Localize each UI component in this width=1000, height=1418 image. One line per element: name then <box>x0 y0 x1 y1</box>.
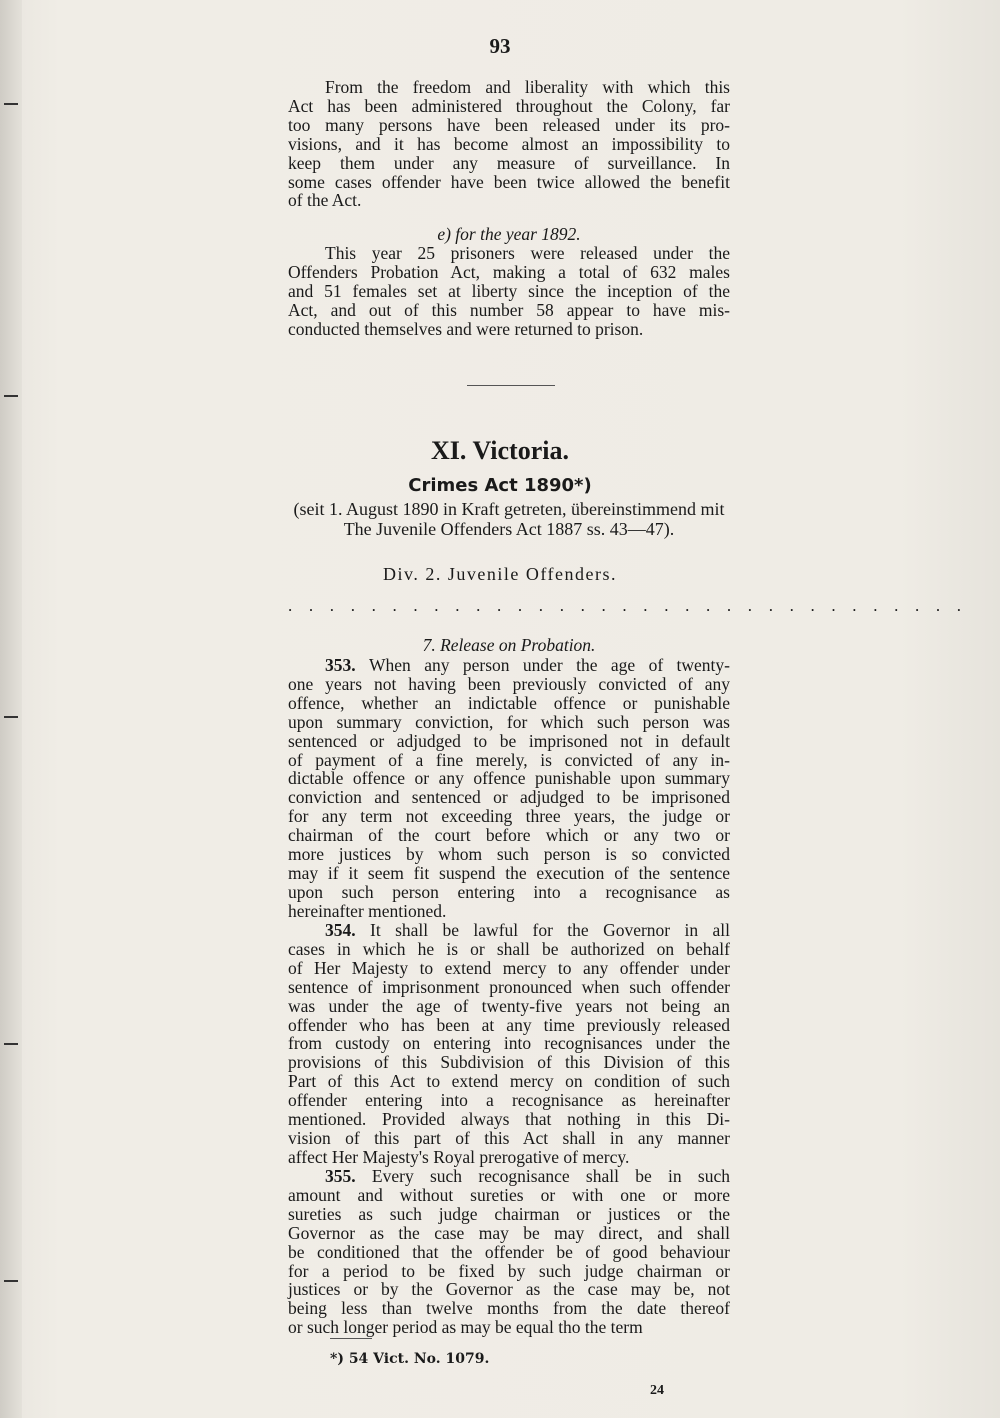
text-line: Governor as the case may be may direct, and shall <box>288 1222 730 1243</box>
binding-mark <box>4 1043 18 1045</box>
text-line: from custody on entering into recognisances under the <box>288 1033 730 1054</box>
division-title: Div. 2. Juvenile Offenders. <box>383 564 617 584</box>
text-line: one years not having been previously convicted of any <box>288 673 730 694</box>
text-line: for a period to be fixed by such judge chairman or <box>288 1260 730 1281</box>
text-line: and 51 females set at liberty since the inception of the <box>288 280 730 301</box>
text-line: of Her Majesty to extend mercy to any offender under <box>288 957 730 978</box>
binding-mark <box>4 716 18 718</box>
section-divider <box>467 385 555 386</box>
text-line: for any term not exceeding three years, the judge or <box>288 806 730 827</box>
text-line: mentioned. Provided always that nothing in this Di- <box>288 1109 730 1130</box>
binding-mark <box>4 103 18 105</box>
text-line: cases in which he is or shall be authorized on behalf <box>288 938 730 959</box>
text-line: This year 25 prisoners were released under the <box>325 243 730 263</box>
text-line: offender entering into a recognisance as hereinafter <box>288 1090 730 1111</box>
text-line: was under the age of twenty-five years not being an <box>288 995 730 1016</box>
text-line: sentence of imprisonment pronounced when such offender <box>288 976 730 997</box>
subsection-title: 7. Release on Probation. <box>422 635 596 655</box>
text-line-content: Every such recognisance shall be in such <box>371 1166 730 1186</box>
text-line: conviction and sentenced or adjudged to be imprisoned <box>288 787 730 808</box>
section-heading: XI. Victoria. <box>431 436 569 465</box>
section-number: 354. <box>325 920 371 940</box>
omission-dots: . . . . . . . . . . . . . . . . . . . . . . . . . . . . . . . . . <box>288 596 968 615</box>
text-line: From the freedom and liberality with which this <box>325 77 730 97</box>
act-note <box>283 499 735 539</box>
text-line: offender who has been at any time previously released <box>288 1014 730 1035</box>
text-line: hereinafter mentioned. <box>288 900 447 921</box>
act-title: Crimes Act 1890*) <box>408 475 592 496</box>
text-line: vision of this part of this Act shall in any manner <box>288 1127 730 1148</box>
text-line: upon summary conviction, for which such person was <box>288 711 730 732</box>
signature-mark: 24 <box>650 1383 664 1398</box>
text-line: visions, and it has become almost an impossibility to <box>288 133 730 154</box>
text-line: Act, and out of this number 58 appear to have mis- <box>288 299 730 320</box>
binding-mark <box>4 1280 18 1282</box>
paragraph-2 <box>288 244 730 339</box>
footnote-rule <box>330 1338 372 1339</box>
text-line: justices or by the Governor as the case may be, not <box>288 1279 730 1300</box>
text-line: be conditioned that the offender be of good behaviour <box>288 1241 730 1262</box>
text-line: upon such person entering into a recognisance as <box>288 881 730 902</box>
text-line: offence, whether an indictable offence or punishable <box>288 692 730 713</box>
section-354 <box>288 921 730 1167</box>
text-line: chairman of the court before which or any two or <box>288 825 730 846</box>
text-line: affect Her Majesty's Royal prerogative of mercy. <box>288 1146 630 1167</box>
act-note-line-2: The Juvenile Offenders Act 1887 ss. 43—47). <box>343 519 675 539</box>
text-line: conducted themselves and were returned to prison. <box>288 318 644 339</box>
section-number: 355. <box>325 1166 372 1186</box>
footnote: *) 54 Vict. No. 1079. <box>330 1351 490 1367</box>
text-line: too many persons have been released under its pro- <box>288 114 730 135</box>
text-line: sentenced or adjudged to be imprisoned not in default <box>288 730 730 751</box>
text-line: or such longer period as may be equal tho the term <box>288 1317 643 1338</box>
text-line: some cases offender have been twice allowed the benefit <box>288 171 730 192</box>
text-line: may if it seem fit suspend the execution of the sentence <box>288 862 730 883</box>
text-line: Offenders Probation Act, making a total of 632 males <box>288 261 730 282</box>
text-line: dictable offence or any offence punishable upon summary <box>288 768 730 789</box>
text-line: sureties as such judge chairman or justices or the <box>288 1203 730 1224</box>
page-binding-edge <box>0 0 22 1418</box>
text-line-content: It shall be lawful for the Governor in all <box>370 920 730 940</box>
text-line: Part of this Act to extend mercy on condition of such <box>288 1071 730 1092</box>
text-line: of payment of a fine merely, is convicted of any in- <box>288 749 730 770</box>
section-353 <box>288 656 730 921</box>
text-line <box>288 1167 730 1186</box>
section-number: 353. <box>325 655 370 675</box>
text-line: keep them under any measure of surveillance. In <box>288 152 730 173</box>
text-line-content: When any person under the age of twenty- <box>369 655 730 675</box>
text-line: being less than twelve months from the date thereof <box>288 1298 730 1319</box>
page-number: 93 <box>489 34 511 58</box>
text-line: more justices by whom such person is so convicted <box>288 844 730 865</box>
subheading-1892: e) for the year 1892. <box>437 224 581 244</box>
paragraph-1 <box>288 78 730 210</box>
text-line: of the Act. <box>288 190 362 211</box>
section-355 <box>288 1167 730 1337</box>
text-line <box>288 921 730 940</box>
text-line <box>288 656 730 675</box>
text-line: amount and without sureties or with one or more <box>288 1184 730 1205</box>
binding-mark <box>4 395 18 397</box>
act-note-line-1: (seit 1. August 1890 in Kraft getreten, übereinstimmend mit <box>293 499 725 519</box>
text-line: Act has been administered throughout the Colony, far <box>288 95 730 116</box>
text-line: provisions of this Subdivision of this Division of this <box>288 1052 730 1073</box>
